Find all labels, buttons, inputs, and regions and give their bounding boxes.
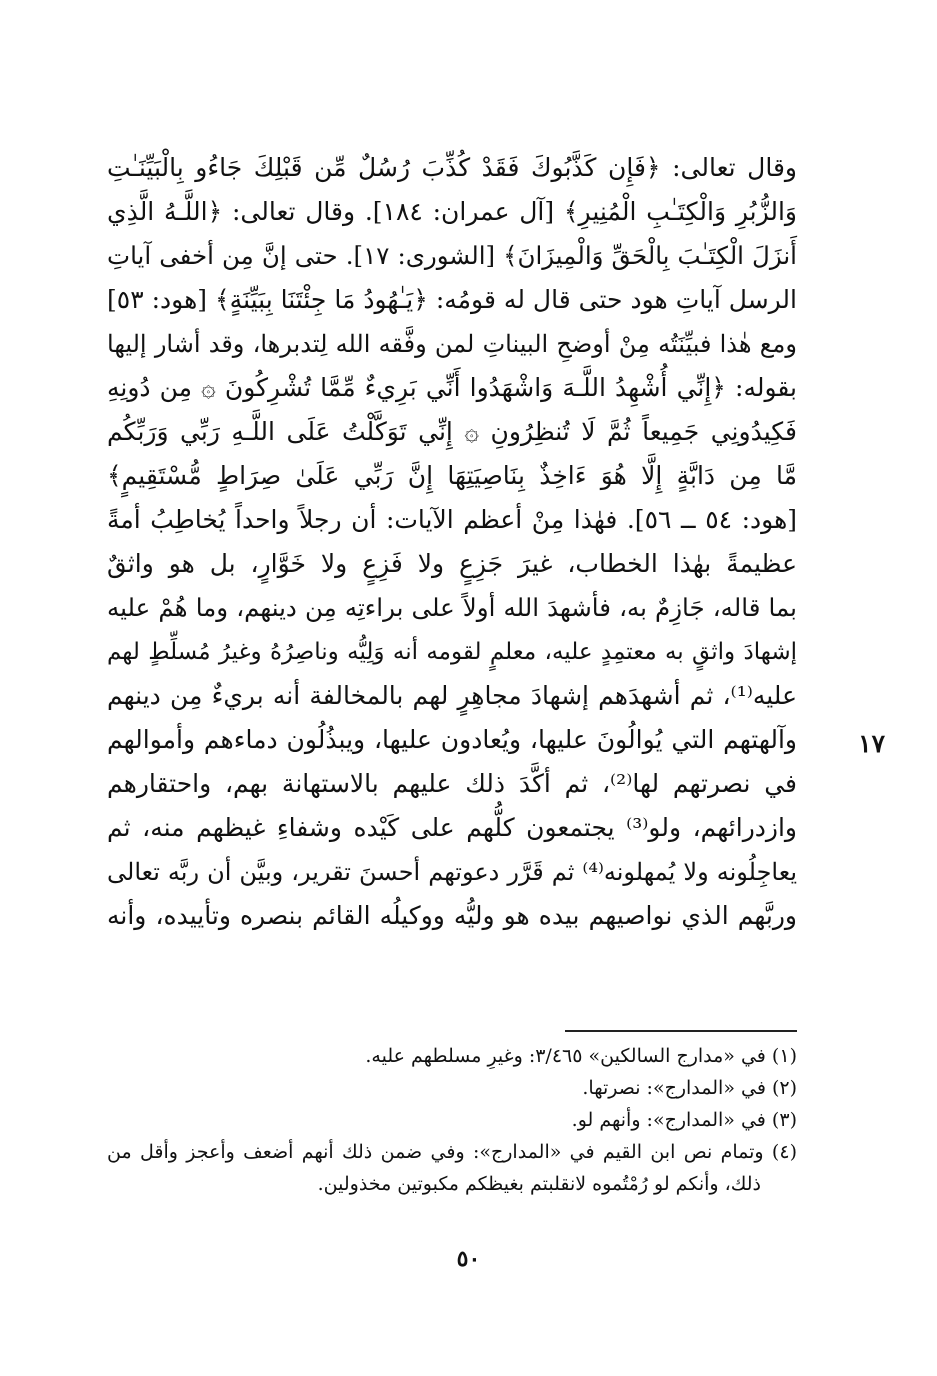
text-line: وقال تعالى: ﴿فَإِن كَذَّبُوكَ فَقَدْ كُذِّبَ رُسُلٌ مِّن قَبْلِكَ جَاءُو بِالْبَيِّنَـٰتِ bbox=[107, 153, 797, 182]
text-line: مَّا مِن دَابَّةٍ إِلَّا هُوَ ءَاخِذٌ بِنَاصِيَتِهَا إِنَّ رَبِّي عَلَىٰ صِرَاطٍ مُّسْتَقِيمٍ﴾ bbox=[107, 461, 797, 490]
footnote-4-continuation: ذلك، وأنكم لو رُمْتُموه لانقلبتم بغيظكم مكبوتين مخذولين. bbox=[317, 1173, 761, 1195]
footnote-3: (٣) في «المدارج»: وأنهم لو. bbox=[571, 1109, 797, 1131]
text-line: فَكِيدُونِي جَمِيعاً ثُمَّ لَا تُنظِرُونِ ۞ إِنِّي تَوَكَّلْتُ عَلَى اللَّـهِ رَبِّي وَرَبِّكُم bbox=[107, 417, 797, 446]
text-line: أَنزَلَ الْكِتَـٰبَ بِالْحَقِّ وَالْمِيزَانَ﴾ [الشورى: ١٧]. حتى إنَّ مِن أخفى آياتِ bbox=[107, 241, 797, 270]
margin-page-reference: ١٧ bbox=[858, 729, 885, 758]
footnote-separator bbox=[565, 1030, 797, 1032]
text-line: عظيمةً بهٰذا الخطاب، غيرَ جَزِعٍ ولا فَزِعٍ ولا خَوَّارٍ، بل هو واثقٌ bbox=[107, 549, 797, 578]
text-line: وآلهتهم التي يُوالُونَ عليها، ويُعادون عليها، ويبذُلُون دماءهم وأموالهم bbox=[107, 725, 797, 754]
text-line: إشهادَ واثقٍ به معتمِدٍ عليه، معلمٍ لقومه أنه وَلِيُّه وناصِرُهُ وغيرُ مُسلِّطٍ لهم bbox=[107, 639, 797, 665]
footnote-1: (١) في «مدارج السالكين» ٣/٤٦٥: وغيرِ مسلطهم عليه. bbox=[365, 1045, 797, 1067]
text-line: في نصرتهم لها⁽²⁾، ثم أكَّدَ ذلك عليهم بالاستهانة بهم، واحتقارهم bbox=[107, 769, 797, 798]
page-number: ٥٠ bbox=[456, 1246, 481, 1272]
text-line: عليه⁽¹⁾، ثم أشهدَهم إشهادَ مجاهِرٍ لهم بالمخالفة أنه بريءٌ مِن دينهم bbox=[107, 681, 797, 710]
text-line: بما قاله، جَازِمٌ به، فأشهدَ الله أولاً على براءتِه مِن دينهم، وما هُمْ عليه bbox=[107, 593, 797, 622]
text-line: وربَّهم الذي نواصيهم بيده هو وليُّه ووكيلُه القائم بنصره وتأييده، وأنه bbox=[107, 901, 797, 930]
footnote-2: (٢) في «المدارج»: نصرتها. bbox=[582, 1077, 797, 1099]
footnote-4: (٤) وتمام نص ابن القيم في «المدارج»: وفي ضمن ذلك أنهم أضعف وأعجز وأقل من bbox=[107, 1141, 797, 1163]
text-line: بقوله: ﴿إِنِّي أُشْهِدُ اللَّـهَ وَاشْهَدُوا أَنِّي بَرِيءٌ مِّمَّا تُشْرِكُونَ ۞ مِن دُونِهِ bbox=[107, 373, 797, 402]
text-line: ومع هٰذا فبيِّنَتُه مِنْ أوضحِ البيناتِ لمن وفَّقه الله لِتدبرها، وقد أشار إليها bbox=[107, 330, 797, 358]
text-line: الرسل آياتِ هود حتى قال له قومُه: ﴿يَـٰهُودُ مَا جِئْتَنَا بِبَيِّنَةٍ﴾ [هود: ٥٣] bbox=[107, 285, 797, 314]
main-text bbox=[107, 146, 797, 938]
text-line: يعاجِلُونه ولا يُمهلونه⁽⁴⁾ ثم قَرَّر دعوتهم أحسنَ تقرير، وبيَّن أن ربَّه تعالى bbox=[107, 858, 798, 886]
text-line: وَالزُّبُرِ وَالْكِتَـٰبِ الْمُنِيرِ﴾ [آل عمران: ١٨٤]. وقال تعالى: ﴿اللَّـهُ الَّذِي bbox=[107, 197, 797, 226]
text-line: وازدرائهم، ولو⁽³⁾ يجتمعون كلُّهم على كَيْده وشفاءِ غيظهم منه، ثم bbox=[107, 813, 797, 842]
text-line: [هود: ٥٤ ــ ٥٦]. فهٰذا مِنْ أعظم الآيات: أن رجلاً واحداً يُخاطِبُ أمةً bbox=[107, 505, 798, 534]
footnotes bbox=[107, 1040, 797, 1200]
